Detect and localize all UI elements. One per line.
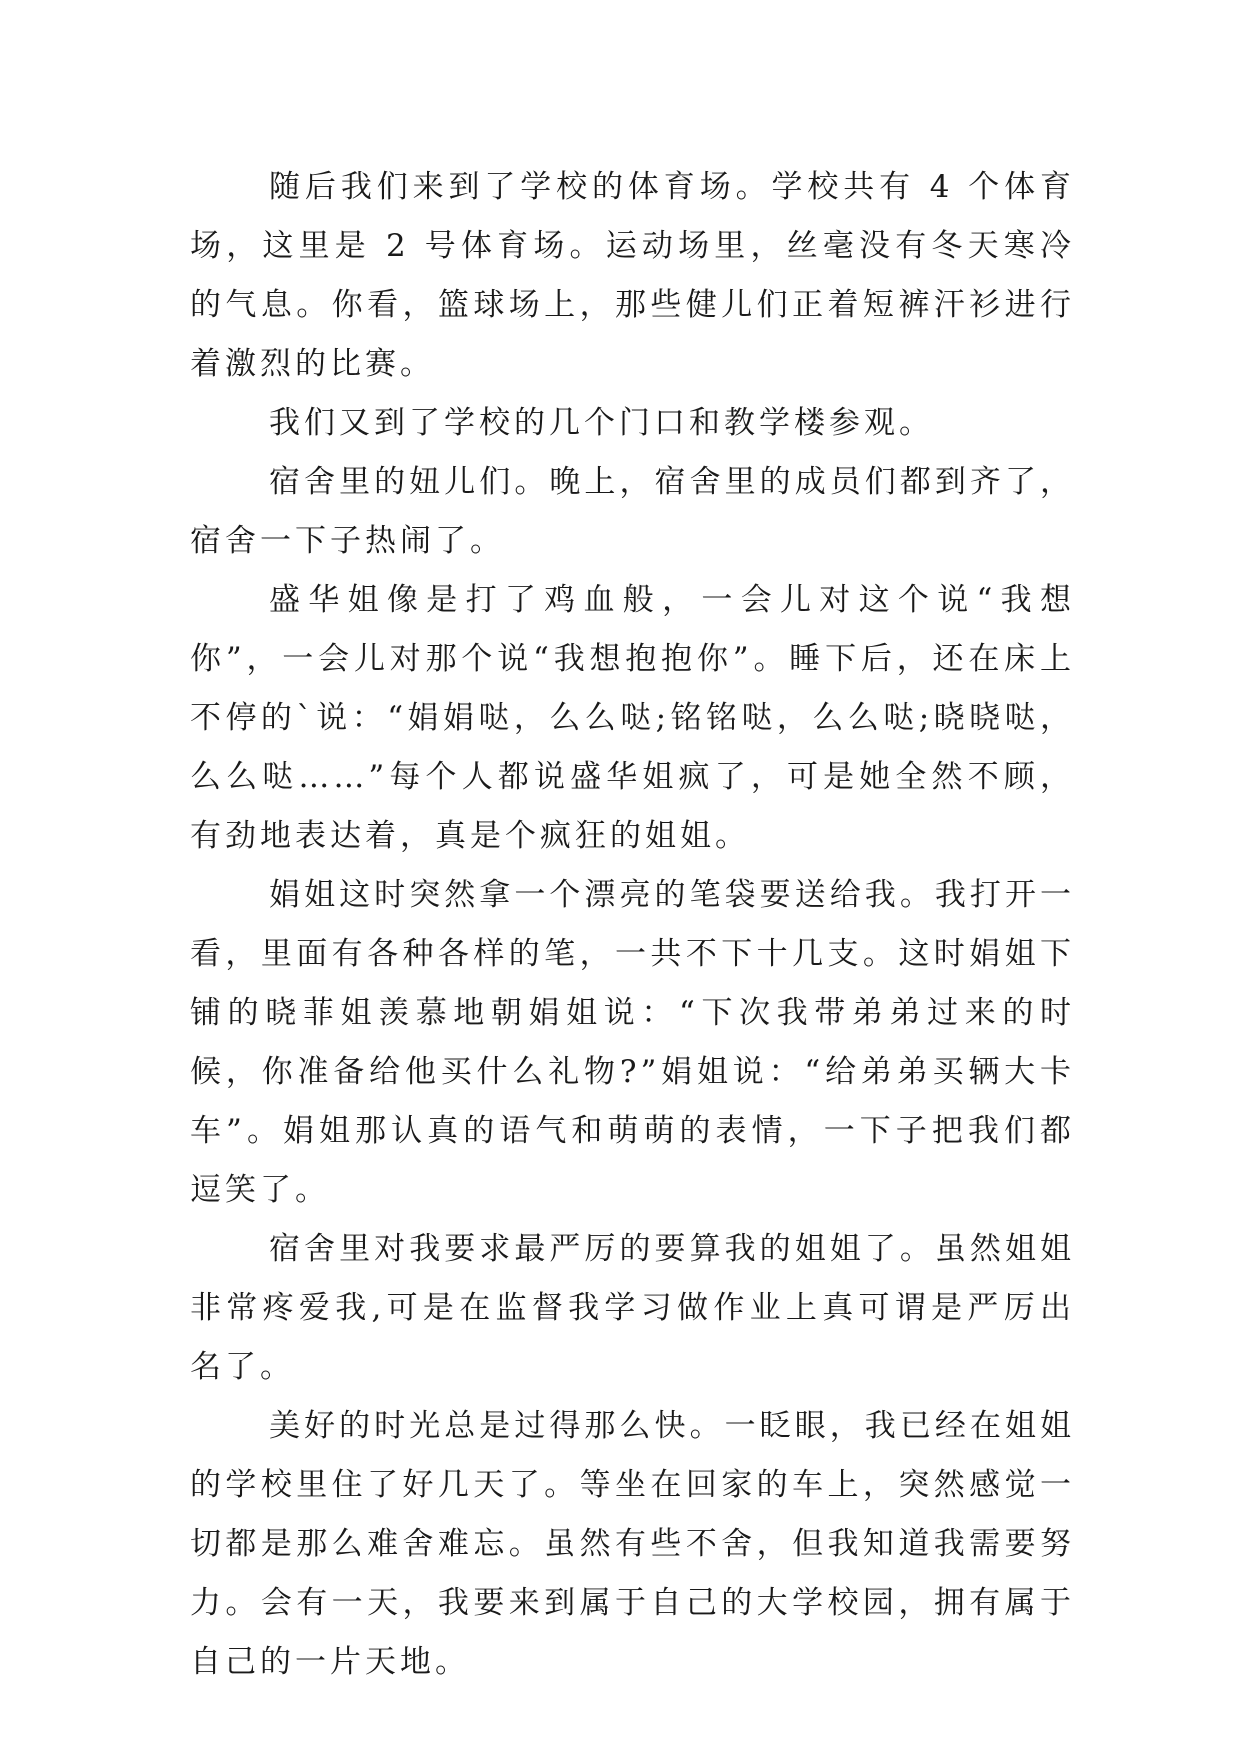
paragraph-shenghua: 盛华姐像是打了鸡血般，一会儿对这个说“我想你”，一会儿对那个说“我想抱抱你”。睡下后，还在床上不停的`说：“娟娟哒，么么哒;铭铭哒，么么哒;晓晓哒，么么哒……”每个人都说盛华姐疯了，可是她全然不顾，有劲地表达着，真是个疯狂的姐姐。 [190, 582, 1075, 854]
paragraph-strict-sister: 宿舍里对我要求最严厉的要算我的姐姐了。虽然姐姐非常疼爱我,可是在监督我学习做作业上真可谓是严厉出名了。 [190, 1231, 1075, 1385]
document-body [190, 158, 1075, 1692]
paragraph-stadium: 随后我们来到了学校的体育场。学校共有 4 个体育场，这里是 2 号体育场。运动场里，丝毫没有冬天寒冷的气息。你看，篮球场上，那些健儿们正着短裤汗衫进行着激烈的比赛。 [190, 169, 1075, 382]
paragraph-dorm-girls: 宿舍里的妞儿们。晚上，宿舍里的成员们都到齐了，宿舍一下子热闹了。 [190, 464, 1075, 559]
paragraph-pencil-case: 娟姐这时突然拿一个漂亮的笔袋要送给我。我打开一看，里面有各种各样的笔，一共不下十几支。这时娟姐下铺的晓菲姐羡慕地朝娟姐说：“下次我带弟弟过来的时候，你准备给他买什么礼物?”娟姐说：“给弟弟买辆大卡车”。娟姐那认真的语气和萌萌的表情，一下子把我们都逗笑了。 [190, 877, 1075, 1208]
paragraph-campus-tour: 我们又到了学校的几个门口和教学楼参观。 [269, 405, 935, 441]
paragraph-ending: 美好的时光总是过得那么快。一眨眼，我已经在姐姐的学校里住了好几天了。等坐在回家的车上，突然感觉一切都是那么难舍难忘。虽然有些不舍，但我知道我需要努力。会有一天，我要来到属于自己的大学校园，拥有属于自己的一片天地。 [190, 1408, 1075, 1680]
